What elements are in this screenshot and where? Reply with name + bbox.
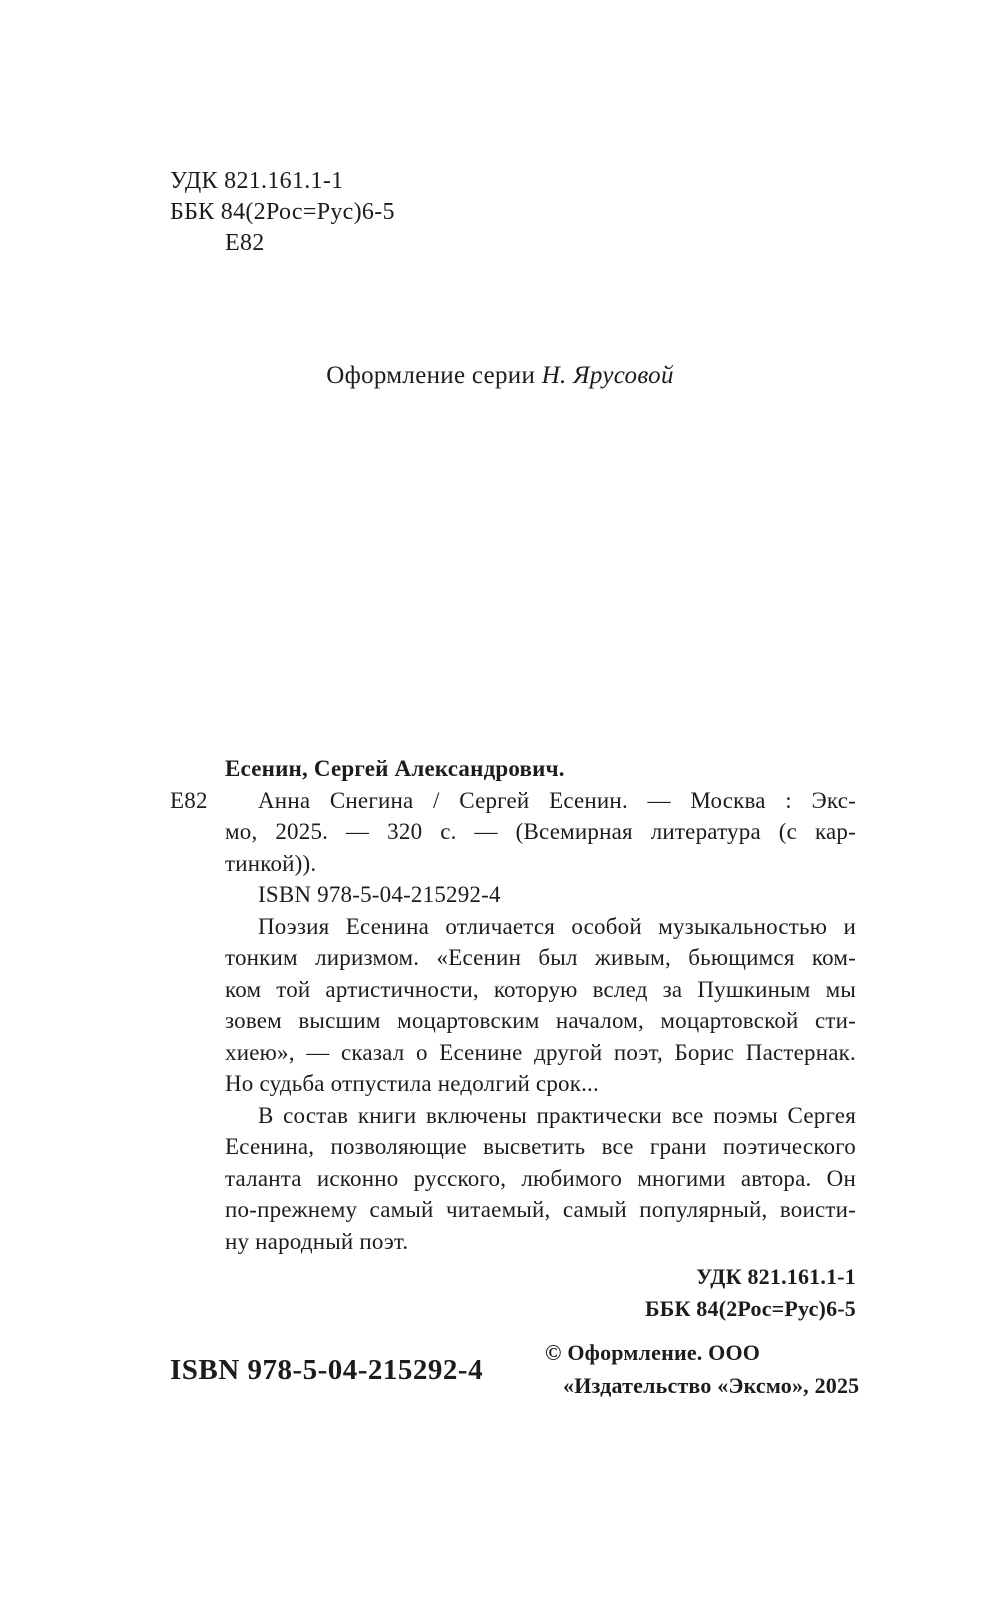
catalog-card xyxy=(170,753,856,1325)
copyright-line-1: © Оформление. ООО xyxy=(545,1340,761,1365)
copyright-line-2: «Издательство «Эксмо», 2025 xyxy=(563,1373,860,1398)
annotation-line: В состав книги включены практически все поэмы Сергея xyxy=(258,1102,856,1128)
entry-line: тинкой)). xyxy=(225,850,317,876)
annotation-line: зовем высшим моцартовским началом, моцартовской сти- xyxy=(225,1008,856,1033)
annotation-line: хиею», — сказал о Есенине другой поэт, Борис Пастернак. xyxy=(225,1039,856,1065)
bbk-code-right: ББК 84(2Рос=Рус)6-5 xyxy=(644,1296,856,1321)
catalog-card-body xyxy=(225,753,856,1325)
series-credit-text: Оформление серии xyxy=(326,362,542,389)
copyright-block xyxy=(545,1336,859,1402)
udk-code-top: УДК 821.161.1-1 xyxy=(170,168,344,194)
annotation-line: Есенина, позволяющие высветить все грани поэтического xyxy=(225,1134,856,1159)
annotation-line: Но судьба отпустила недолгий срок... xyxy=(225,1071,599,1096)
author-heading: Есенин, Сергей Александрович. xyxy=(225,756,565,781)
annotation-line: ну народный поэт. xyxy=(225,1228,409,1254)
series-design-credit xyxy=(0,362,1000,390)
author-sign-top: Е82 xyxy=(225,230,265,256)
annotation-line: по-прежнему самый читаемый, самый популярный, воисти- xyxy=(225,1197,856,1222)
entry-line: мо, 2025. — 320 с. — (Всемирная литература (с кар- xyxy=(225,819,856,844)
right-classification-codes xyxy=(225,1261,856,1325)
margin-author-sign: Е82 xyxy=(170,787,208,813)
annotation-line: Поэзия Есенина отличается особой музыкальностью и xyxy=(258,913,856,939)
annotation-line: тонким лиризмом. «Есенин был живым, бьющимся ком- xyxy=(225,945,856,970)
annotation-line: таланта исконно русского, любимого многими автора. Он xyxy=(225,1165,856,1191)
series-designer-name: Н. Ярусовой xyxy=(541,362,674,389)
annotation-line: ком той артистичности, которую вслед за Пушкиным мы xyxy=(225,976,856,1002)
bbk-code-top: ББК 84(2Рос=Рус)6-5 xyxy=(170,199,395,225)
top-classification-codes xyxy=(170,166,395,259)
udk-code-right: УДК 821.161.1-1 xyxy=(696,1264,856,1289)
entry-line: Анна Снегина / Сергей Есенин. — Москва : Экс- xyxy=(258,787,856,813)
footer-isbn: ISBN 978-5-04-215292-4 xyxy=(170,1354,484,1386)
card-isbn: ISBN 978-5-04-215292-4 xyxy=(258,882,501,907)
